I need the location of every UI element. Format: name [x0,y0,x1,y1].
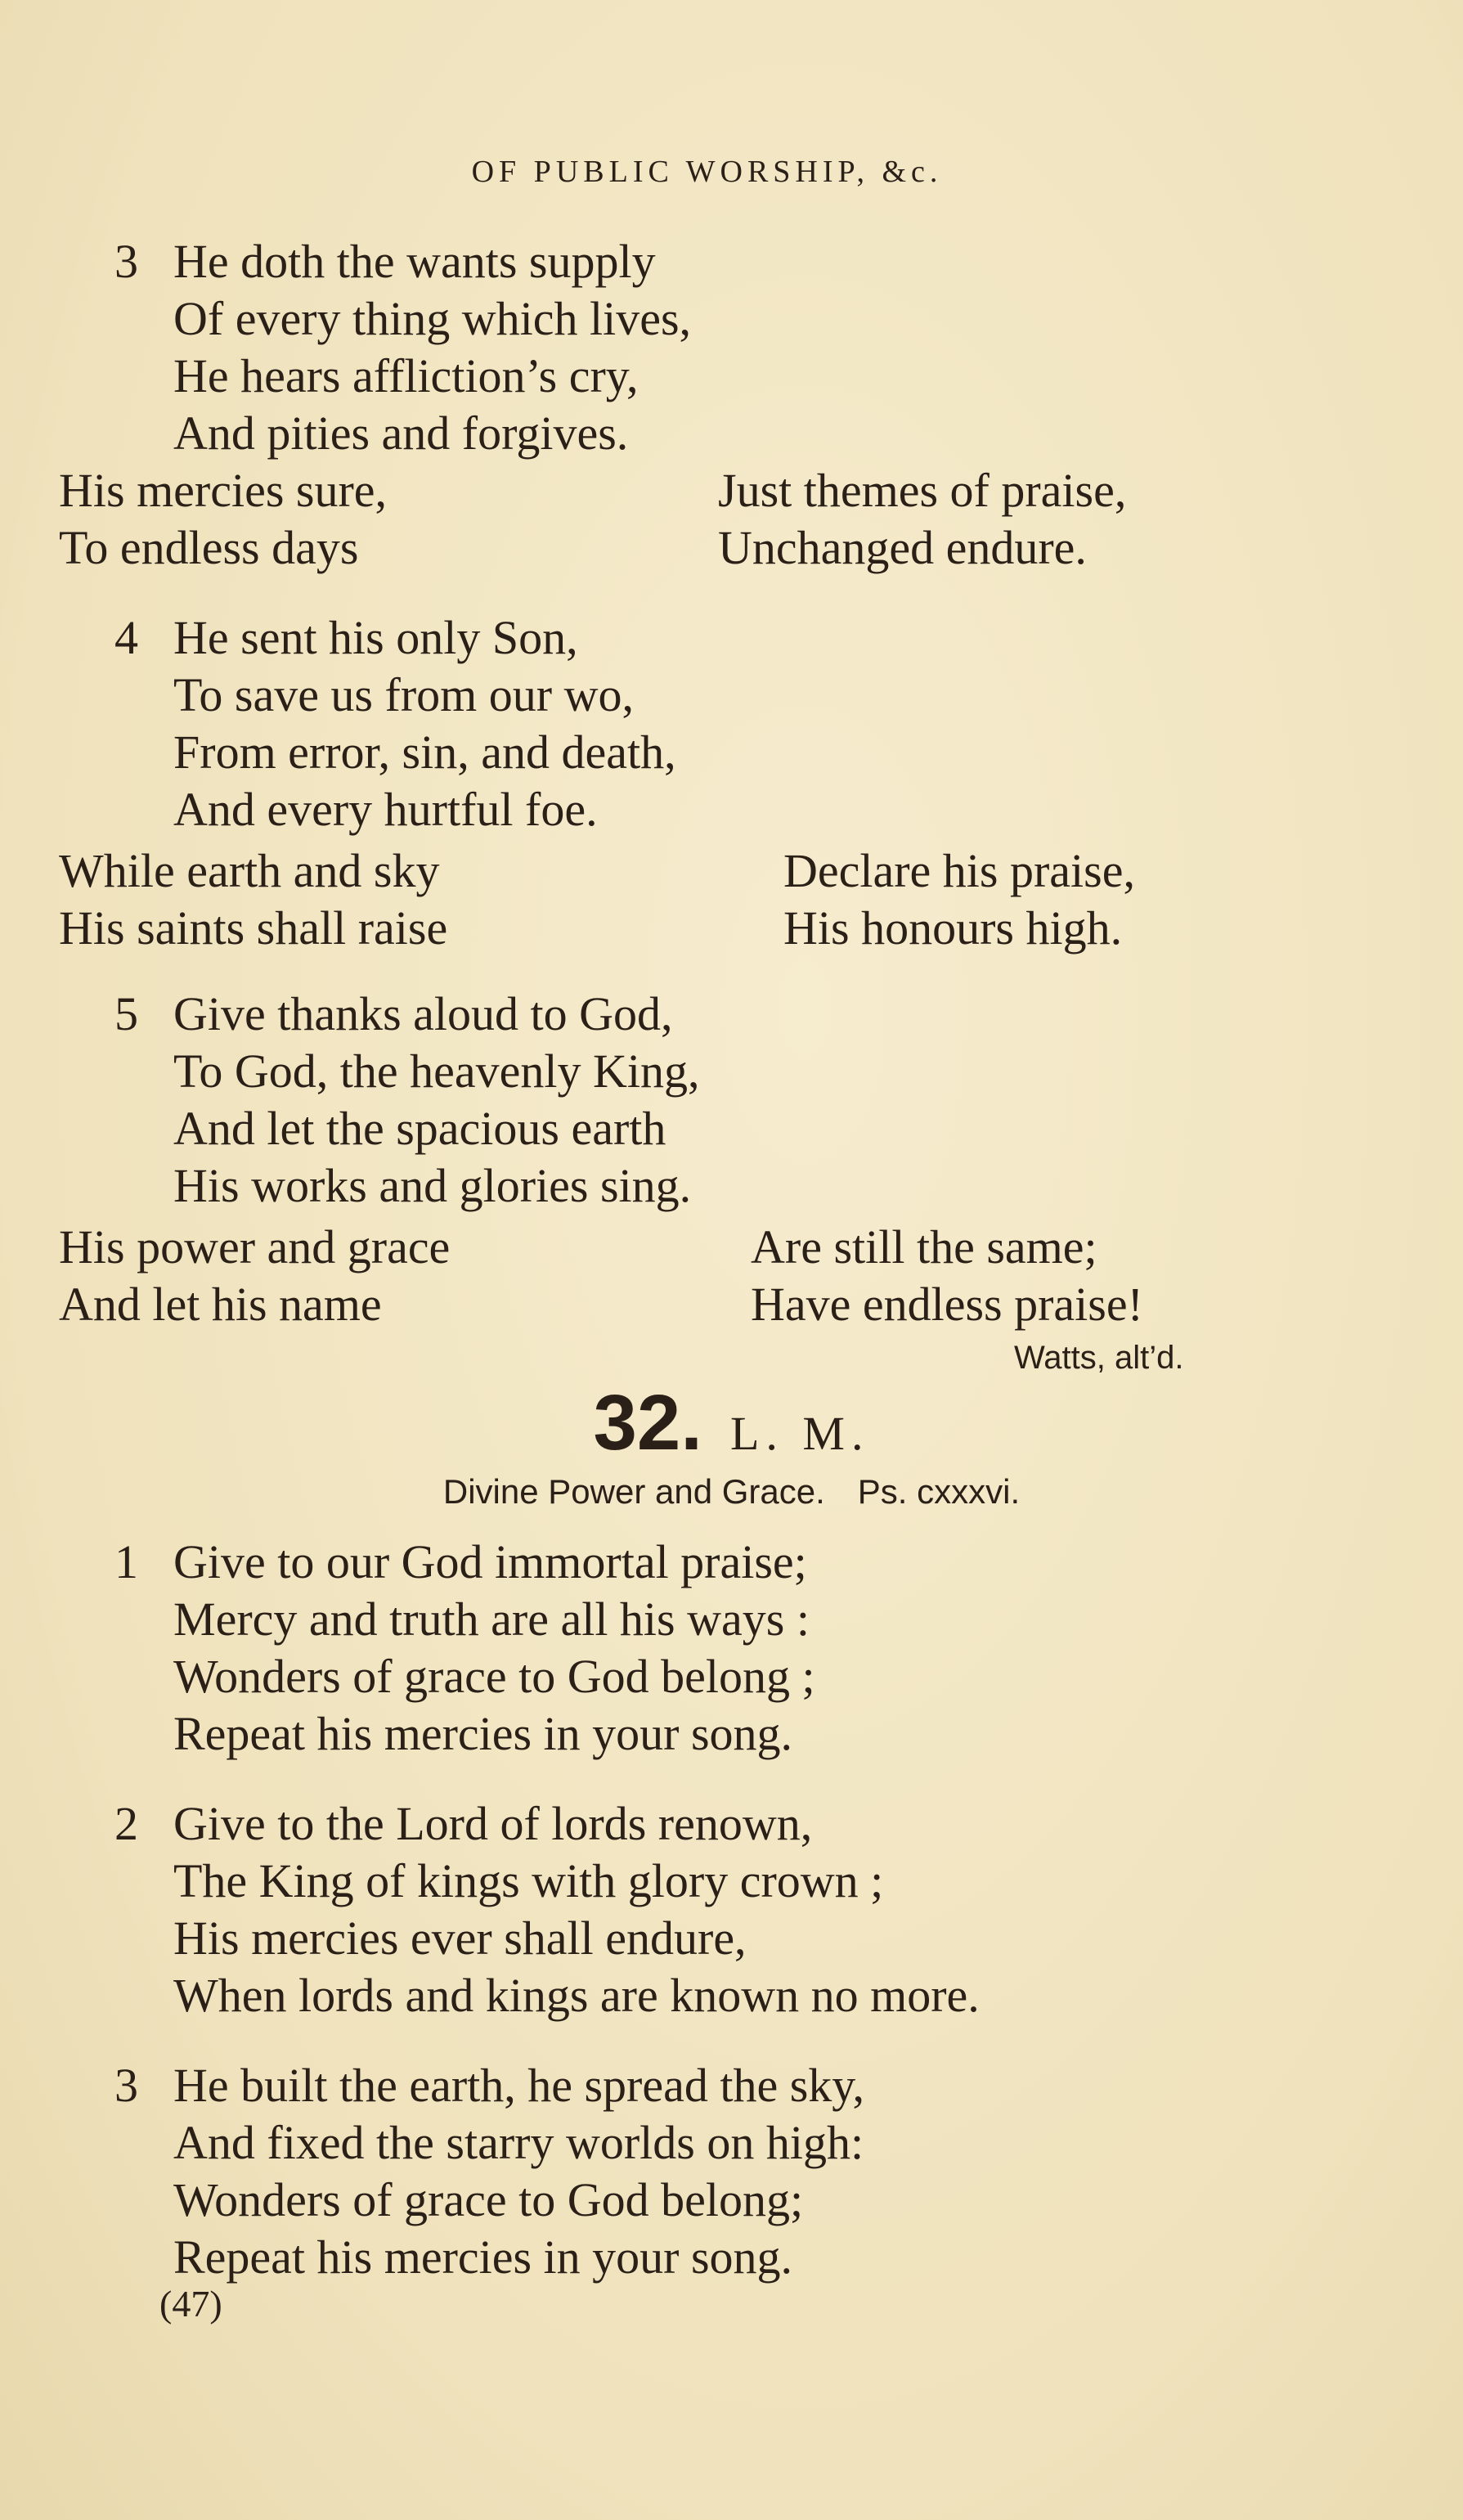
hymn-number: 32. [593,1379,702,1467]
verse-number: 4 [114,611,138,664]
verse-line: Repeat his mercies in your song. [173,1707,793,1760]
chorus-left: His power and grace [59,1220,451,1273]
verse-line: He sent his only Son, [173,611,578,664]
chorus-right: Declare his praise, [783,844,1135,897]
running-header: OF PUBLIC WORSHIP, &c. [471,155,943,189]
verse-line: From error, sin, and death, [173,725,676,779]
verse-line: He hears affliction’s cry, [173,349,639,402]
verse-line: And every hurtful foe. [173,783,598,836]
verse-number: 5 [114,987,138,1040]
verse-line: And fixed the starry worlds on high: [173,2116,864,2169]
verse-number: 3 [114,2059,138,2112]
chorus-left: His saints shall raise [59,901,448,955]
verse-line: The King of kings with glory crown ; [173,1854,884,1907]
verse-number: 2 [114,1797,138,1850]
verse-line: Give to the Lord of lords renown, [173,1797,813,1850]
hymn-meter: L. M. [729,1407,870,1460]
verse-line: Repeat his mercies in your song. [173,2230,793,2284]
chorus-right: Unchanged endure. [718,521,1087,574]
verse-line: And let the spacious earth [173,1102,666,1155]
chorus-left: While earth and sky [59,844,440,897]
attribution: Watts, alt’d. [1014,1340,1184,1376]
verse-line: Wonders of grace to God belong ; [173,1650,815,1703]
psalm-reference: Ps. cxxxvi. [857,1472,1021,1511]
verse-line: Mercy and truth are all his ways : [173,1592,810,1646]
verse-line: And pities and forgives. [173,407,629,460]
page-number: (47) [159,2283,222,2325]
verse-line: Wonders of grace to God belong; [173,2173,804,2226]
verse-number: 3 [114,235,138,288]
chorus-right: Just themes of praise, [718,464,1127,517]
chorus-left: And let his name [59,1278,382,1331]
verse-line: His works and glories sing. [173,1159,692,1212]
chorus-right: Are still the same; [751,1220,1097,1273]
verse-line: Give thanks aloud to God, [173,987,673,1040]
verse-line: Of every thing which lives, [173,292,692,345]
chorus-left: To endless days [59,521,359,574]
verse-line: When lords and kings are known no more. [173,1969,980,2022]
verse-line: To save us from our wo, [173,668,634,721]
hymn-heading [0,1379,1463,1487]
chorus-left: His mercies sure, [59,464,388,517]
verse-line: He doth the wants supply [173,235,656,288]
verse-line: To God, the heavenly King, [173,1044,700,1098]
verse-number: 1 [114,1535,138,1588]
chorus-right: Have endless praise! [751,1278,1143,1331]
hymn-subtitle: Divine Power and Grace. Ps. cxxxvi. [442,1472,1021,1511]
verse-line: His mercies ever shall endure, [173,1911,747,1965]
chorus-right: His honours high. [783,901,1123,955]
verse-line: He built the earth, he spread the sky, [173,2059,865,2112]
verse-line: Give to our God immortal praise; [173,1535,807,1588]
